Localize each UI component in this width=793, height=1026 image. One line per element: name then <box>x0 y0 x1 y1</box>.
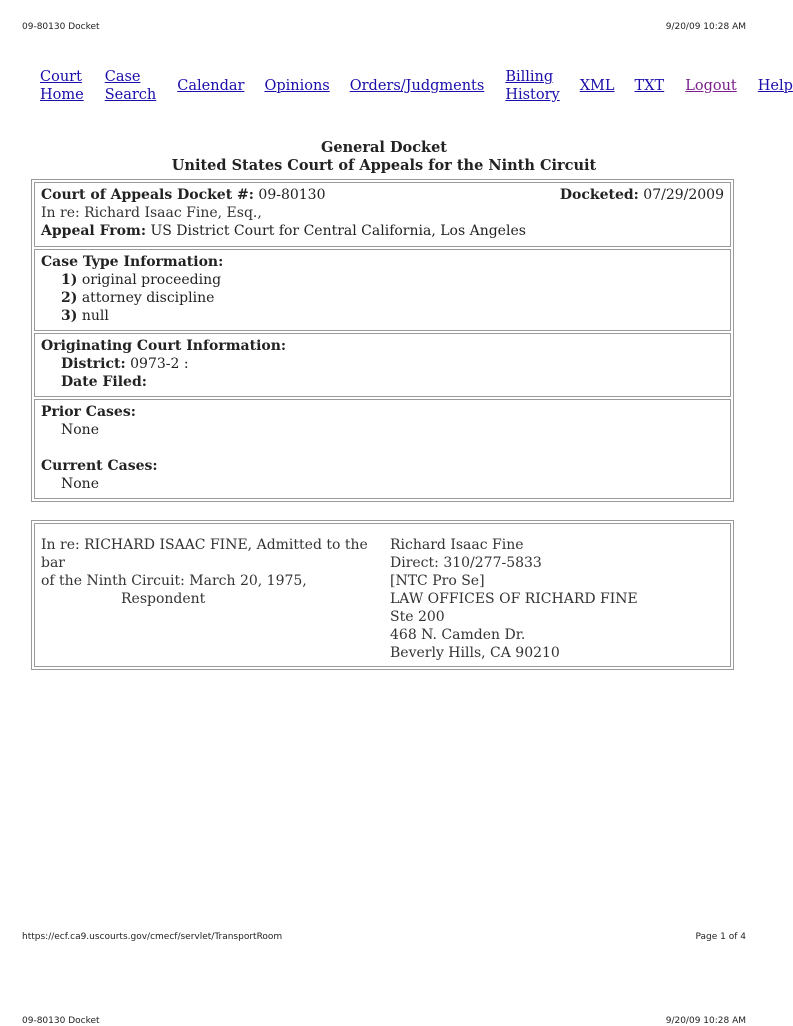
print-header-title: 09-80130 Docket <box>22 22 100 32</box>
date-filed-row <box>41 373 724 391</box>
docket-info-table <box>31 179 734 502</box>
district-value: 0973-2 : <box>130 356 189 372</box>
prior-cases-heading: Prior Cases: <box>41 404 136 420</box>
nav-billing-history-label-1: Billing <box>505 69 554 85</box>
case-type-item <box>41 307 724 325</box>
district-label: District: <box>61 356 126 372</box>
nav-orders-judgments-link[interactable]: Orders/Judgments <box>349 78 485 94</box>
case-type-num: 2) <box>61 290 78 306</box>
attorney-firm: LAW OFFICES OF RICHARD FINE <box>390 591 638 607</box>
case-type-text: null <box>81 308 109 324</box>
current-cases-heading: Current Cases: <box>41 458 158 474</box>
party-description <box>41 536 390 662</box>
docket-number-row <box>41 186 724 204</box>
party-description-line-2: of the Ninth Circuit: March 20, 1975, <box>41 573 307 589</box>
case-type-item <box>41 289 724 307</box>
nav-opinions-link[interactable]: Opinions <box>264 78 330 94</box>
related-cases-cell <box>34 399 731 499</box>
party-row <box>34 523 731 667</box>
date-filed-label: Date Filed: <box>61 374 147 390</box>
originating-court-cell <box>34 333 731 397</box>
docketed-date <box>560 186 724 204</box>
nav-billing-history-link[interactable] <box>505 68 559 104</box>
nav-help-link[interactable]: Help <box>757 78 793 94</box>
case-type-cell <box>34 249 731 331</box>
attorney-name: Richard Isaac Fine <box>390 537 524 553</box>
docket-number-label: Court of Appeals Docket #: <box>41 187 254 203</box>
nav-court-home-label-1: Court <box>40 69 82 85</box>
nav-court-home-link[interactable] <box>40 68 84 104</box>
print-footer-url: https://ecf.ca9.uscourts.gov/cmecf/servlet/TransportRoom <box>22 932 283 942</box>
nav-case-search-link[interactable] <box>105 68 157 104</box>
nav-billing-history-label-2: History <box>505 87 560 103</box>
docket-number <box>41 186 326 204</box>
appeal-from-value: US District Court for Central California, Los Angeles <box>150 223 526 239</box>
attorney-phone: Direct: 310/277-5833 <box>390 555 542 571</box>
nav-court-home-label-2: Home <box>40 87 84 103</box>
nav-txt-link[interactable]: TXT <box>634 78 665 94</box>
print-header-timestamp: 9/20/09 10:28 AM <box>665 22 746 32</box>
print-footer-page-number: Page 1 of 4 <box>695 932 746 942</box>
next-page-header-timestamp: 9/20/09 10:28 AM <box>665 1016 746 1026</box>
attorney-info <box>390 536 724 662</box>
attorney-city: Beverly Hills, CA 90210 <box>390 645 560 661</box>
page-title <box>0 139 768 175</box>
next-page-header-title: 09-80130 Docket <box>22 1016 100 1026</box>
appeal-from-label: Appeal From: <box>41 223 146 239</box>
appeal-from <box>41 222 724 240</box>
nav-logout-link[interactable]: Logout <box>685 78 737 94</box>
nav-case-search-label-2: Search <box>104 87 157 103</box>
page-title-line-2: United States Court of Appeals for the Ninth Circuit <box>171 157 597 174</box>
case-type-item <box>41 271 724 289</box>
nav-case-search-label-1: Case <box>104 69 141 85</box>
party-description-line-1: In re: RICHARD ISAAC FINE, Admitted to the bar <box>41 537 368 571</box>
attorney-suite: Ste 200 <box>390 609 445 625</box>
docket-number-value: 09-80130 <box>258 187 326 203</box>
docket-summary-cell <box>34 182 731 247</box>
case-type-num: 3) <box>61 308 78 324</box>
prior-cases-value: None <box>61 422 99 438</box>
nav-calendar-link[interactable]: Calendar <box>177 78 245 94</box>
case-type-num: 1) <box>61 272 78 288</box>
party-role: Respondent <box>121 591 206 607</box>
attorney-notice-type: [NTC Pro Se] <box>390 573 485 589</box>
party-columns <box>41 536 724 662</box>
top-navigation <box>40 68 793 104</box>
party-table <box>31 520 734 670</box>
district-row <box>41 355 724 373</box>
case-type-text: attorney discipline <box>81 290 215 306</box>
case-name: In re: Richard Isaac Fine, Esq., <box>41 205 262 221</box>
case-type-heading: Case Type Information: <box>41 254 224 270</box>
page-title-line-1: General Docket <box>320 139 447 156</box>
docketed-date-label: Docketed: <box>559 187 639 203</box>
current-cases-value: None <box>61 476 99 492</box>
originating-court-heading: Originating Court Information: <box>41 338 287 354</box>
nav-xml-link[interactable]: XML <box>579 78 615 94</box>
case-type-text: original proceeding <box>81 272 222 288</box>
docketed-date-value: 07/29/2009 <box>643 187 724 203</box>
attorney-street: 468 N. Camden Dr. <box>390 627 526 643</box>
